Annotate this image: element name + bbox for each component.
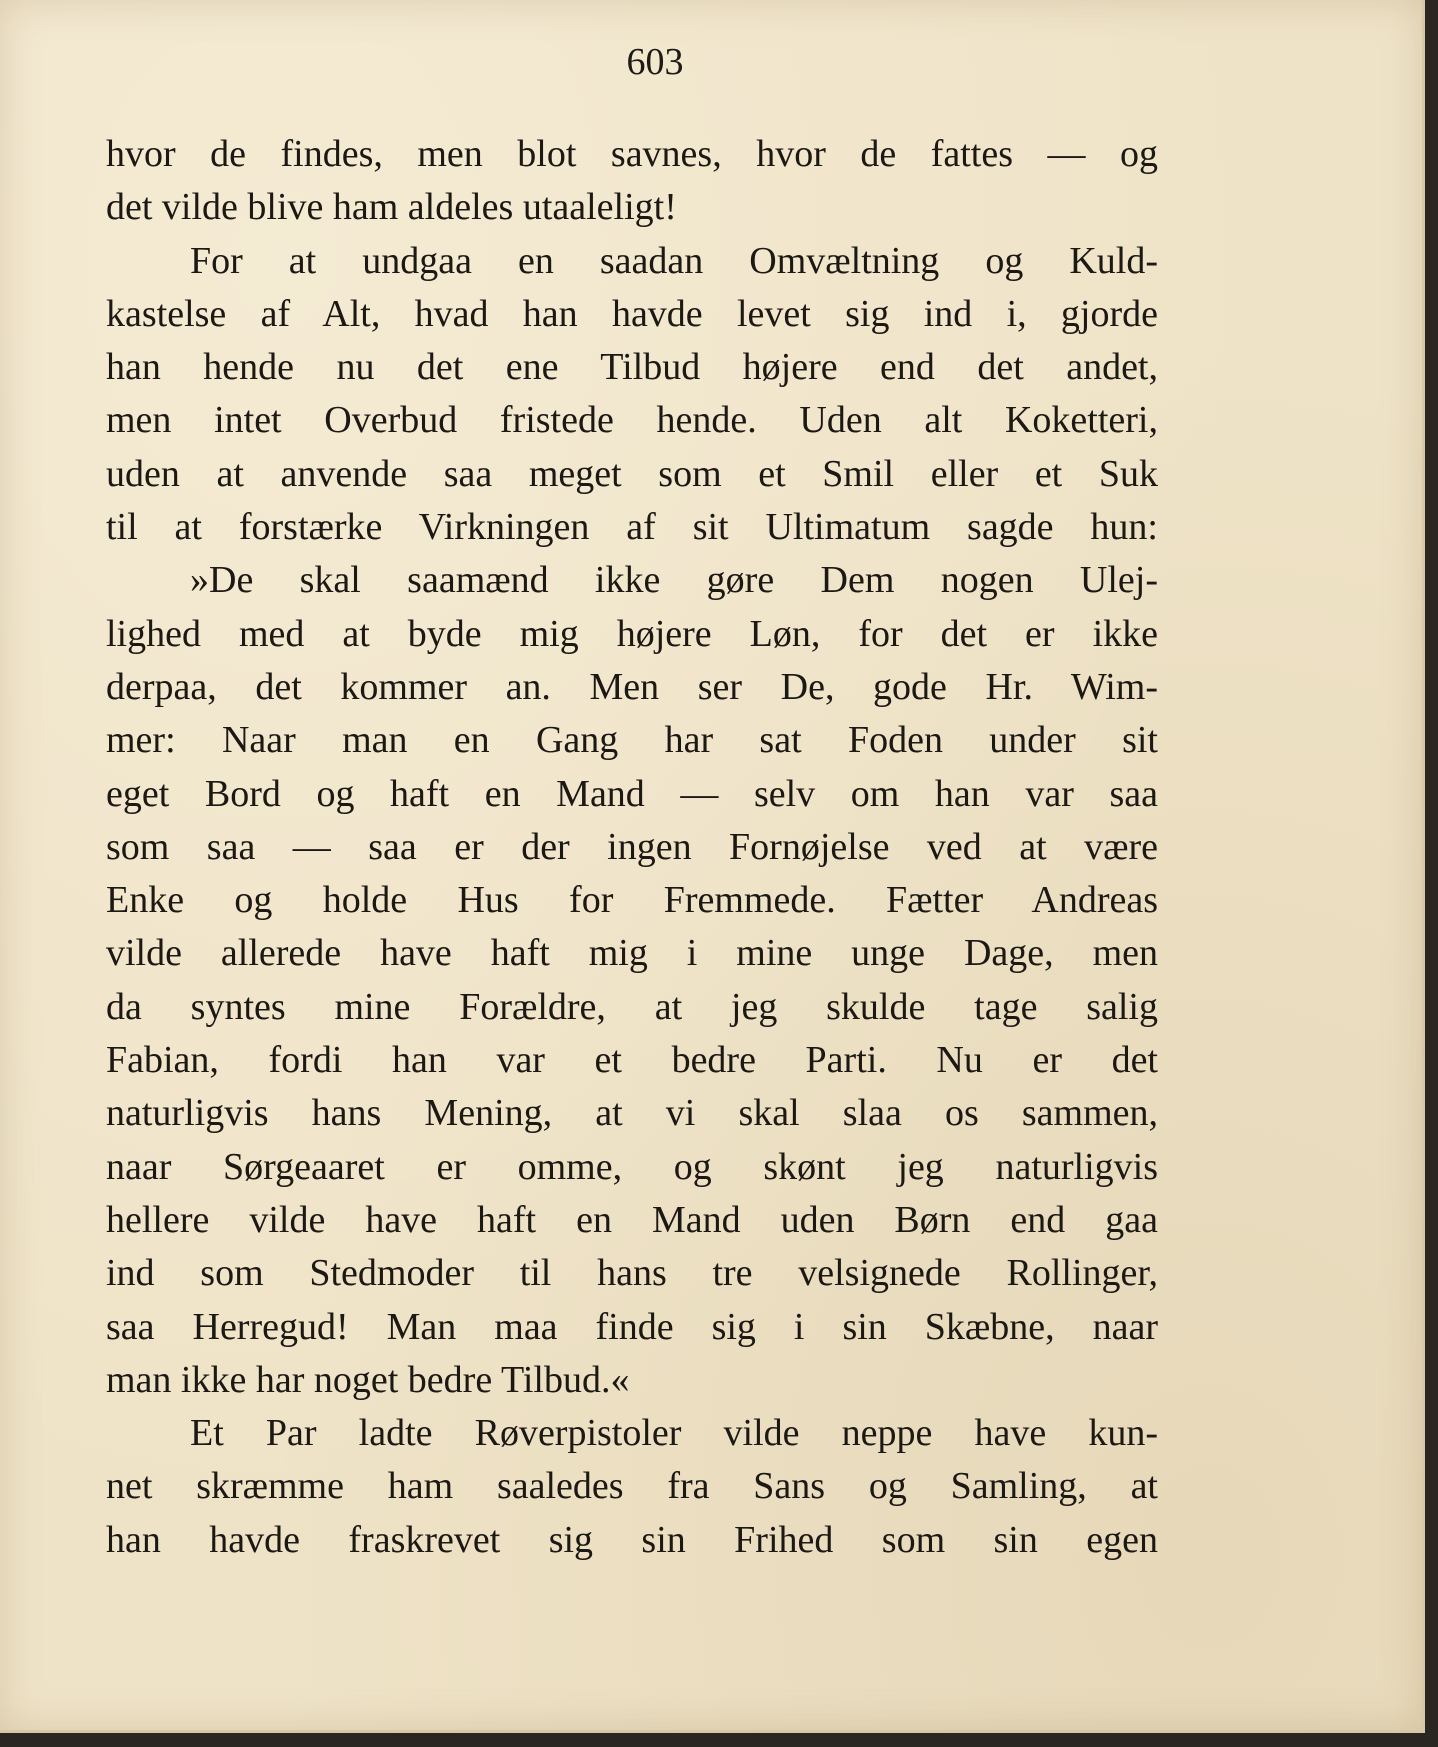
page-number: 603 [626, 41, 684, 83]
text-line: Fabian, fordi han var et bedre Parti. Nu er det [106, 1039, 1158, 1082]
text-line: det vilde blive ham aldeles utaaleligt! [106, 186, 677, 229]
text-line: vilde allerede have haft mig i mine unge Dage, men [106, 932, 1158, 975]
text-line: For at undgaa en saadan Omvæltning og Kuld- [190, 239, 1158, 282]
text-line: naar Sørgeaaret er omme, og skønt jeg naturligvis [106, 1145, 1158, 1188]
text-line: Et Par ladte Røverpistoler vilde neppe have kun- [190, 1412, 1158, 1455]
text-line: som saa — saa er der ingen Fornøjelse ved at være [106, 825, 1158, 868]
text-line: ind som Stedmoder til hans tre velsignede Rollinger, [106, 1252, 1158, 1295]
text-line: net skræmme ham saaledes fra Sans og Samling, at [106, 1465, 1158, 1508]
text-line: men intet Overbud fristede hende. Uden alt Koketteri, [106, 399, 1158, 442]
text-line: naturligvis hans Mening, at vi skal slaa os sammen, [106, 1092, 1158, 1135]
text-line: Enke og holde Hus for Fremmede. Fætter Andreas [106, 879, 1158, 922]
text-line: »De skal saamænd ikke gøre Dem nogen Ulej- [190, 559, 1158, 602]
text-line: mer: Naar man en Gang har sat Foden under sit [106, 719, 1158, 762]
text-line: saa Herregud! Man maa finde sig i sin Skæbne, naar [106, 1305, 1158, 1348]
text-line: kastelse af Alt, hvad han havde levet sig ind i, gjorde [106, 292, 1158, 335]
text-line: uden at anvende saa meget som et Smil eller et Suk [106, 452, 1158, 495]
text-line: eget Bord og haft en Mand — selv om han var saa [106, 772, 1158, 815]
text-line: til at forstærke Virkningen af sit Ultimatum sagde hun: [106, 506, 1158, 549]
body-text [106, 128, 1158, 1567]
text-line: derpaa, det kommer an. Men ser De, gode Hr. Wim- [106, 665, 1158, 708]
text-line: hellere vilde have haft en Mand uden Børn end gaa [106, 1198, 1158, 1241]
text-line: man ikke har noget bedre Tilbud.« [106, 1358, 630, 1401]
text-line: da syntes mine Forældre, at jeg skulde tage salig [106, 985, 1158, 1028]
text-line: lighed med at byde mig højere Løn, for det er ikke [106, 612, 1158, 655]
text-line: han havde fraskrevet sig sin Frihed som sin egen [106, 1518, 1158, 1561]
text-line: han hende nu det ene Tilbud højere end det andet, [106, 346, 1158, 389]
text-line: hvor de findes, men blot savnes, hvor de fattes — og [106, 133, 1158, 175]
